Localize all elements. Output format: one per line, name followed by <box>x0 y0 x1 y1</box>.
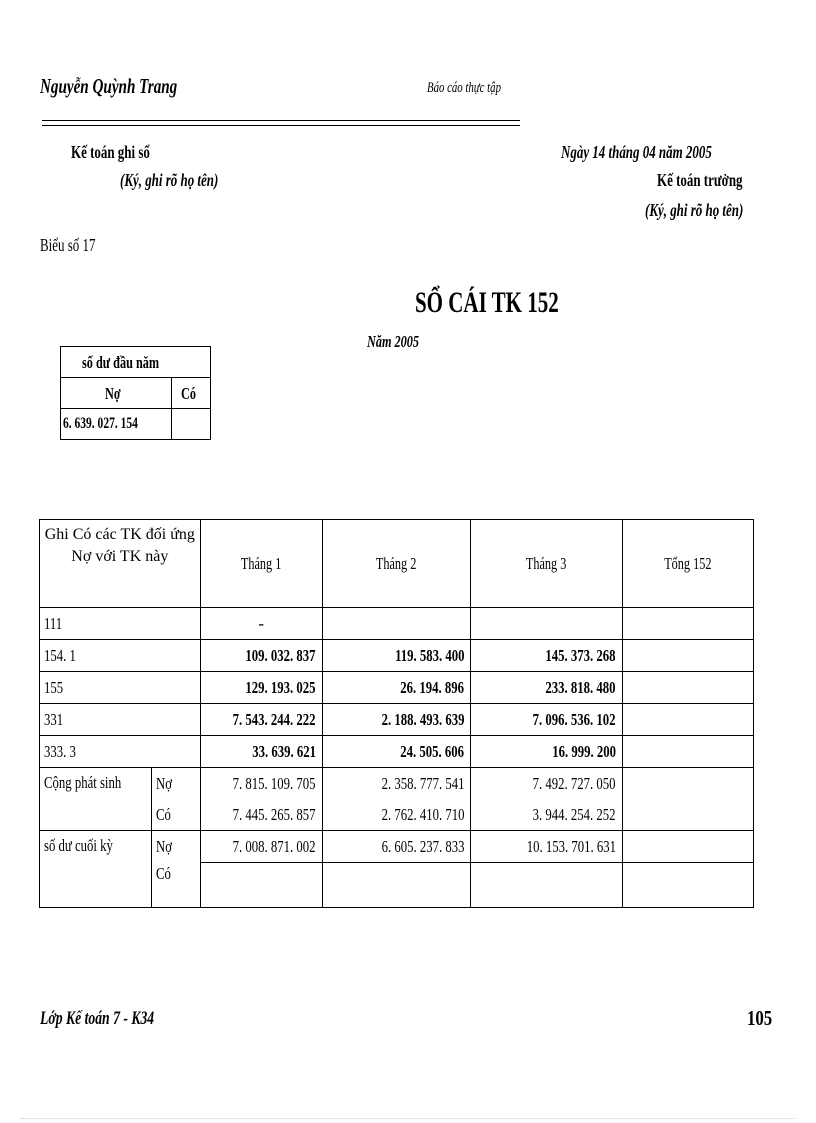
total-credit-month-3: 3. 944. 254. 252 <box>471 799 623 831</box>
opening-credit-value <box>172 409 211 440</box>
row-account: 333. 3 <box>40 736 201 768</box>
row-month-1: 129. 193. 025 <box>200 672 322 704</box>
total-debit-month-3: 7. 492. 727. 050 <box>471 768 623 800</box>
row-total <box>622 704 753 736</box>
total-credit-label: Có <box>151 799 200 831</box>
closing-credit-sum <box>622 863 753 908</box>
opening-debit-label: Nợ <box>61 378 172 409</box>
chief-accountant-note: (Ký, ghi rõ họ tên) <box>645 200 744 220</box>
opening-balance-caption: số dư đầu năm <box>61 347 211 378</box>
row-account: 111 <box>40 608 201 640</box>
opening-balance-table <box>60 346 211 440</box>
total-debit-label: Nợ <box>151 768 200 800</box>
ledger-title: SỔ CÁI TK 152 <box>415 286 559 319</box>
row-month-2 <box>322 608 471 640</box>
table-row <box>40 640 754 672</box>
table-row <box>40 736 754 768</box>
closing-label: số dư cuối kỳ <box>40 831 152 908</box>
table-row <box>40 704 754 736</box>
closing-debit-sum <box>622 831 753 863</box>
row-account: 155 <box>40 672 201 704</box>
row-month-1: 33. 639. 621 <box>200 736 322 768</box>
closing-credit-month-1 <box>200 863 322 908</box>
closing-credit-month-3 <box>471 863 623 908</box>
row-total <box>622 608 753 640</box>
closing-debit-month-1: 7. 008. 871. 002 <box>200 831 322 863</box>
row-month-1: 109. 032. 837 <box>200 640 322 672</box>
row-account: 331 <box>40 704 201 736</box>
header-account: Ghi Có các TK đối ứng Nợ với TK này <box>40 520 201 608</box>
ledger-table <box>39 519 754 908</box>
header-total: Tổng 152 <box>622 520 753 608</box>
header-rule-bottom <box>42 125 520 126</box>
bookkeeper-note: (Ký, ghi rõ họ tên) <box>120 170 219 190</box>
signature-date: Ngày 14 tháng 04 năm 2005 <box>561 142 712 162</box>
total-credit-sum <box>622 799 753 831</box>
row-month-2: 2. 188. 493. 639 <box>322 704 471 736</box>
table-row <box>40 608 754 640</box>
row-total <box>622 640 753 672</box>
total-debit-row <box>40 768 754 800</box>
row-month-1: - <box>200 608 322 640</box>
row-month-3: 233. 818. 480 <box>471 672 623 704</box>
row-total <box>622 672 753 704</box>
row-month-3: 16. 999. 200 <box>471 736 623 768</box>
closing-debit-label: Nợ <box>151 831 200 863</box>
total-debit-sum <box>622 768 753 800</box>
total-debit-month-2: 2. 358. 777. 541 <box>322 768 471 800</box>
bookkeeper-title: Kế toán ghi sổ <box>71 142 150 162</box>
row-total <box>622 736 753 768</box>
opening-debit-value: 6. 639. 027. 154 <box>61 409 172 440</box>
closing-credit-label: Có <box>151 863 200 908</box>
row-month-3: 145. 373. 268 <box>471 640 623 672</box>
header-month-2: Tháng 2 <box>322 520 471 608</box>
total-credit-month-1: 7. 445. 265. 857 <box>200 799 322 831</box>
report-title: Báo cáo thực tập <box>427 80 501 96</box>
row-account: 154. 1 <box>40 640 201 672</box>
total-label: Cộng phát sinh <box>40 768 152 831</box>
row-month-3: 7. 096. 536. 102 <box>471 704 623 736</box>
header-month-3: Tháng 3 <box>471 520 623 608</box>
page-edge-divider <box>20 1118 796 1119</box>
form-number: Biểu số 17 <box>40 235 96 255</box>
row-month-2: 24. 505. 606 <box>322 736 471 768</box>
table-row <box>40 672 754 704</box>
chief-accountant-title: Kế toán trưởng <box>657 170 743 190</box>
closing-debit-month-3: 10. 153. 701. 631 <box>471 831 623 863</box>
closing-credit-month-2 <box>322 863 471 908</box>
row-month-2: 119. 583. 400 <box>322 640 471 672</box>
closing-debit-month-2: 6. 605. 237. 833 <box>322 831 471 863</box>
opening-credit-label: Có <box>172 378 211 409</box>
row-month-1: 7. 543. 244. 222 <box>200 704 322 736</box>
header-month-1: Tháng 1 <box>200 520 322 608</box>
footer-class-name: Lớp Kế toán 7 - K34 <box>40 1008 155 1029</box>
row-month-2: 26. 194. 896 <box>322 672 471 704</box>
row-month-3 <box>471 608 623 640</box>
ledger-header-row <box>40 520 754 608</box>
page-number: 105 <box>747 1006 773 1030</box>
header-rule-top <box>42 120 520 121</box>
total-debit-month-1: 7. 815. 109. 705 <box>200 768 322 800</box>
author-name: Nguyễn Quỳnh Trang <box>40 74 178 98</box>
closing-debit-row <box>40 831 754 863</box>
ledger-year: Năm 2005 <box>367 332 420 351</box>
total-credit-month-2: 2. 762. 410. 710 <box>322 799 471 831</box>
